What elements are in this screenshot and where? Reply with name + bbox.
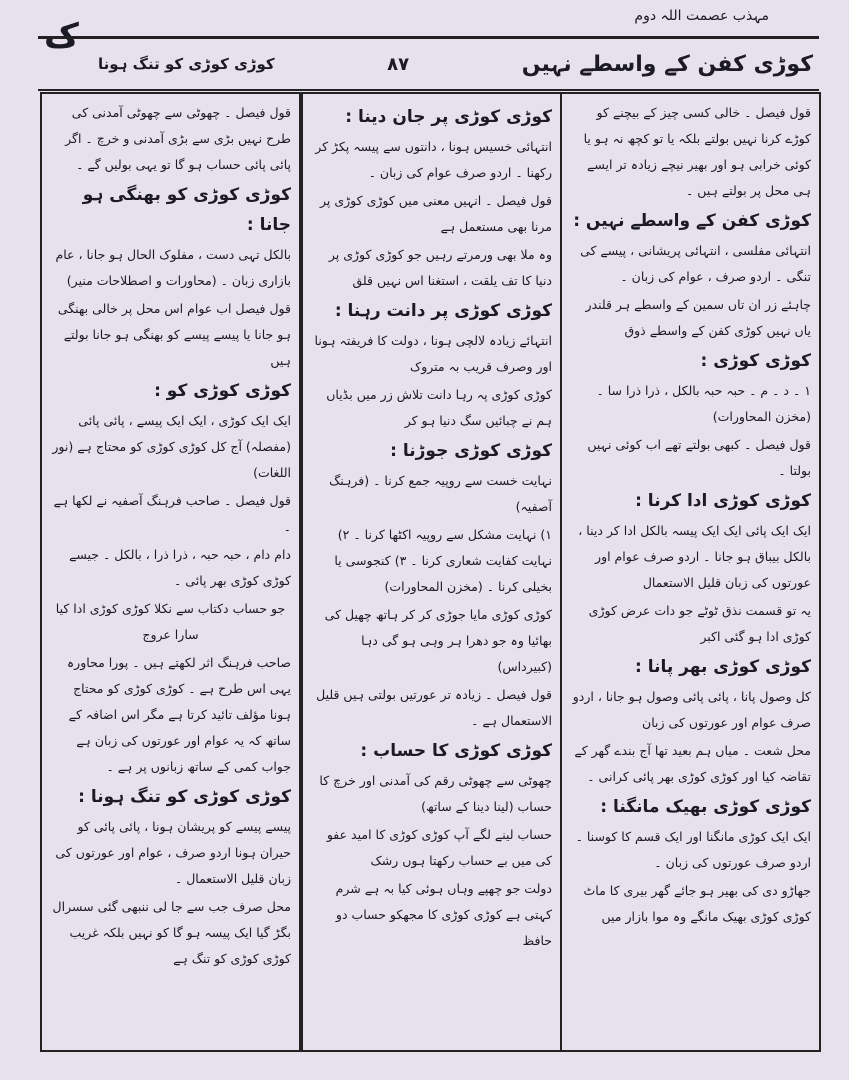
entry-text: چھوٹی سے چھوٹی رقم کی آمدنی اور خرچ کا حساب (لینا دینا کے ساتھ)	[319, 773, 552, 814]
entry-heading: کوڑی کوڑی :	[700, 351, 811, 371]
entry-text: قول فیصل ۔ چھوٹی سے چھوٹی آمدنی کی طرح نہیں بڑی سے بڑی آمدنی و خرچ ۔ اگر پائی پائی حساب ہو گا تو یہی بولیں گے ۔	[65, 105, 291, 172]
entry-text: وہ ملا بھی ورمرتے رہیں جو کوڑی کوڑی پر دنیا کا تف یلقت ، استغنا اس نہیں قلق	[328, 247, 552, 288]
entry-text: دولت جو چھپے وہاں ہوئی کیا بہ ہے شرم کہتی ہے کوڑی کوڑی کا مجھکو حساب دو حافظ	[335, 881, 552, 948]
entry-text: کوڑی کوڑی پہ رہا دانت تلاش زر میں بڈیاں ہم نے چبائیں سگ دنیا ہو کر	[326, 387, 552, 428]
column-right	[562, 94, 819, 1050]
header-note: مہذب عصمت اللہ دوم	[634, 8, 769, 24]
entry-text: قول فیصل اب عوام اس محل پر خالی بھنگی ہو جانا یا پیسے پیسے کو بھنگی ہو جانا بولتے ہیں	[57, 301, 291, 368]
entry-text: کوڑی کوڑی مایا جوڑی کر کر ہاتھ چھیل کی بھائیا وہ جو دھرا ہر وہی ہو گی دہا (کبیرداس)	[324, 607, 552, 674]
entry-text: انتہائے زیادہ لالچی ہونا ، دولت کا فریفتہ ہونا اور وصرف قریب بہ متروک	[314, 333, 552, 374]
column-middle	[301, 94, 562, 1050]
running-head-left: کوڑی کوڑی کو تنگ ہونا	[98, 55, 275, 73]
entry-text: کل وصول پانا ، پائی پائی وصول ہو جانا ، اردو صرف عوام اور عورتوں کی زبان	[572, 689, 811, 730]
entry-text: نہایت خست سے روپیہ جمع کرنا ۔ (فرہنگ آصفیہ)	[329, 473, 552, 514]
entry-heading: کوڑی کفن کے واسطے نہیں :	[573, 211, 811, 231]
page-header	[38, 36, 819, 91]
entry-text: ایک ایک پائی ایک ایک پیسہ بالکل ادا کر دینا ، بالکل بیباق ہو جانا ۔ اردو صرف عوام اور عورتوں کی زبان قلیل الاستعمال	[578, 523, 811, 590]
entry-heading: کوڑی کوڑی کو تنگ ہونا :	[78, 787, 291, 807]
entry-text: قول فیصل ۔ انہیں معنی میں کوڑی کوڑی پر مرنا بھی مستعمل ہے	[320, 193, 552, 234]
section-letter: ک	[44, 16, 79, 56]
entry-text: جھاڑو دی کی بھیر ہو جائے گھر بیری کا ماٹ کوڑی کوڑی بھیک مانگے وہ موا بازار میں	[583, 883, 811, 924]
entry-text: یہ تو قسمت نذق ٹوٹے جو دات عرض کوڑی کوڑی ادا ہو گئی اکبر	[588, 603, 811, 644]
entry-heading: کوڑی کوڑی کا حساب :	[360, 741, 552, 761]
entry-text: ۱) نہایت مشکل سے روپیہ اکٹھا کرنا ۔ ۲) نہایت کفایت شعاری کرنا ۔ ۳) کنجوسی یا بخیلی کرنا ۔ (مخزن المحاورات)	[334, 527, 552, 594]
entry-heading: کوڑی کوڑی کو بھنگی ہو جانا :	[82, 185, 291, 235]
column-left	[42, 94, 301, 1050]
page-number: ٨٧	[387, 53, 410, 75]
entry-text: قول فیصل ۔ صاحب فرہنگ آصفیہ نے لکھا ہے ۔	[53, 493, 291, 534]
entry-heading: کوڑی کوڑی ادا کرنا :	[635, 491, 811, 511]
entry-text: چاہئے زر ان تاں سمین کے واسطے ہر قلندر یاں نہیں کوڑی کفن کے واسطے ذوق	[585, 297, 811, 338]
entry-text: قول فیصل ۔ خالی کسی چیز کے بیچنے کو کوڑے کرنا نہیں بولتے بلکہ یا تو کچھ نہ ہو یا کوئی خرابی ہو اور بھیر نیچے زیادہ تر ایسے ہی محل پر بولتے ہیں ۔	[583, 105, 811, 198]
entry-heading: کوڑی کوڑی پر دانت رہنا :	[334, 301, 552, 321]
entry-text: صاحب فرہنگ اثر لکھتے ہیں ۔ پورا محاورہ یہی اس طرح ہے ۔ کوڑی کوڑی کو محتاج ہونا مؤلف تائید کرتا ہے مگر اس اضافہ کے ساتھ کہ یہ عوام اور عورتوں کی زبان ہے جواب کمی کے ساتھ زبانوں پر ہے ۔	[66, 655, 291, 774]
entry-text: جو حساب دکتاب سے نکلا کوڑی کوڑی ادا کیا سارا عروج	[55, 601, 286, 642]
entry-text: حساب لینے لگے آپ کوڑی کوڑی کا امید عفو کی میں بے حساب رکھتا ہوں رشک	[326, 827, 552, 868]
entry-text: انتہائی مفلسی ، انتہائی پریشانی ، پیسے کی تنگی ۔ اردو صرف ، عوام کی زبان ۔	[580, 243, 811, 284]
entry-heading: کوڑی کوڑی پر جان دینا :	[345, 107, 552, 127]
entry-text: قول فیصل ۔ کبھی بولتے تھے اب کوئی نہیں بولتا ۔	[587, 437, 811, 478]
entry-text: قول فیصل ۔ زیادہ تر عورتیں بولتی ہیں قلیل الاستعمال ہے ۔	[316, 687, 552, 728]
entry-text: ۱ ۔ د ۔ م ۔ حبہ حبہ بالکل ، ذرا ذرا سا ۔ (مخزن المحاورات)	[596, 383, 811, 424]
entry-text: دام دام ، حبہ حبہ ، ذرا ذرا ، بالکل ۔ جیسے کوڑی کوڑی بھر پائی ۔	[69, 547, 291, 588]
entry-heading: کوڑی کوڑی بھر پانا :	[634, 657, 811, 677]
entry-text: ایک ایک کوڑی ، ایک ایک پیسے ، پائی پائی (مفصلہ) آج کل کوڑی کوڑی کو محتاج ہے (نور اللغات)	[52, 413, 291, 480]
entry-text: ایک ایک کوڑی مانگنا اور ایک قسم کا کوسنا ۔ اردو صرف عورتوں کی زبان ۔	[575, 829, 811, 870]
entry-heading: کوڑی کوڑی جوڑنا :	[390, 441, 552, 461]
entry-text: پیسے پیسے کو پریشان ہونا ، پائی پائی کو حیران ہونا اردو صرف ، عوام اور عورتوں کی زبان قلیل الاستعمال ۔	[55, 819, 291, 886]
entry-text: محل شعت ۔ میاں ہم بعید تھا آج بندے گھر کے تقاضہ کیا اور کوڑی کوڑی بھر پائی کرانی ۔	[574, 743, 811, 784]
entry-text: بالکل تہی دست ، مفلوک الحال ہو جانا ، عام بازاری زبان ۔ (محاورات و اصطلاحات منیر)	[55, 247, 291, 288]
text-columns	[40, 92, 821, 1052]
entry-heading: کوڑی کوڑی کو :	[154, 381, 291, 401]
entry-text: محل صرف جب سے جا لی ننبھی گئی سسرال بگڑ گیا ایک پیسہ ہو گا کو نہیں بلکہ غریب کوڑی کوڑی کو تنگ ہے	[52, 899, 291, 966]
running-head-right: کوڑی کفن کے واسطے نہیں	[521, 51, 813, 77]
entry-heading: کوڑی کوڑی بھیک مانگنا :	[600, 797, 811, 817]
entry-text: انتہائی خسیس ہونا ، دانتوں سے پیسہ پکڑ کر رکھنا ۔ اردو صرف عوام کی زبان ۔	[315, 139, 552, 180]
